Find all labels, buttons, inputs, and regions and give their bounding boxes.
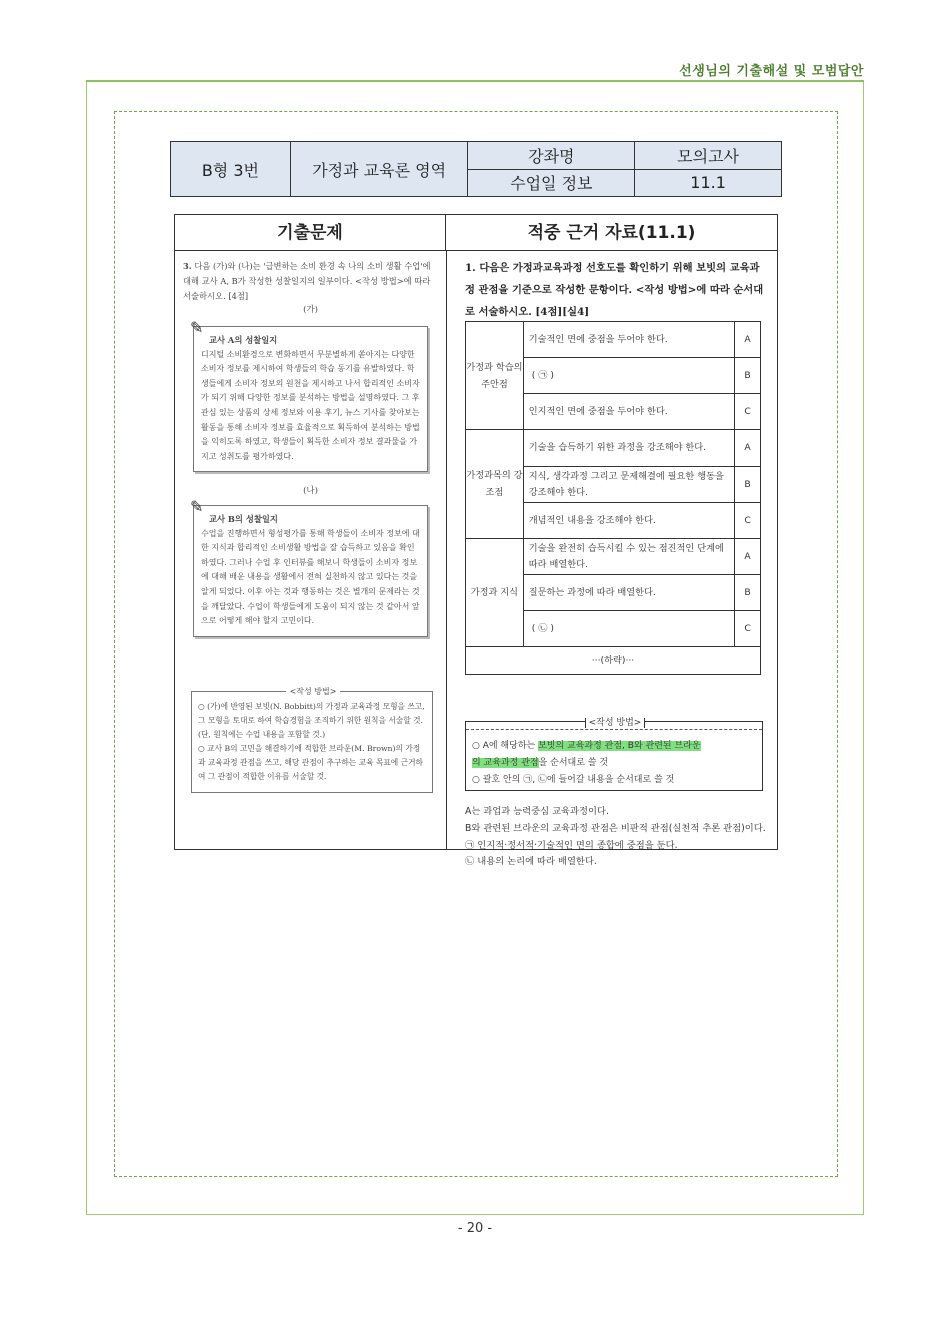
model-answers	[465, 804, 769, 871]
writing-method-box	[191, 687, 433, 793]
course-label: 강좌명	[468, 142, 635, 170]
grid-cell-letter: A	[735, 430, 761, 467]
teacher-a-log-text: 디지털 소비환경으로 변화하면서 무분별하게 쏟아지는 다양한 소비자 정보를 제시하여 학생들의 학습 동기를 유발하였다. 학생들에게 소비자 정보의 원천을 제시하고 나서 합리적인 소비자가 되기 위해 다양한 정보를 분석하는 방법을 설명하였다. 그 후 관심 있는 상품의 상세 정보와 이용 후기, 뉴스 기사를 찾아보는 활동을 통해 소비자 정보를 효율적으로 획득하여 분석하는 방법을 익히도록 하였고, 학생들이 획득한 소비자 정보 결과물을 가지고 성취도를 평가하였다.	[201, 349, 420, 461]
question-text: 다음 (가)와 (나)는 '급변하는 소비 환경 속 나의 소비 생활 수업'에 대해 교사 A, B가 작성한 성찰일지의 일부이다. <작성 방법>에 따라 서술하시오. [4점]	[183, 261, 431, 301]
answer-line: ㉡ 내용의 논리에 따라 배열한다.	[465, 856, 597, 868]
teacher-a-log-title: 교사 A의 성찰일지	[209, 335, 278, 345]
reference-question: 1. 다음은 가정과교육과정 선호도를 확인하기 위해 보빗의 교육과정 관점을 기준으로 작성한 문항이다. <작성 방법>에 따라 순서대로 서술하시오. [4점][실4]	[465, 262, 764, 318]
grid-cell-letter: A	[735, 322, 761, 358]
reference-method-title: <작성 방법>	[585, 718, 646, 728]
page-number: - 20 -	[457, 1221, 493, 1236]
reference-method-1: ○ A에 해당하는 보빗의 교육과정 관점, B와 관련된 브라운 의 교육과정 관점을 순서대로 쓸 것	[472, 741, 701, 768]
grid-cell-letter: B	[735, 467, 761, 503]
comparison-table	[174, 214, 778, 868]
grid-cell-letter: B	[735, 358, 761, 394]
highlight: 의 교육과정 관점	[472, 758, 539, 768]
question-number: 3.	[183, 261, 192, 271]
date-label: 수업일 정보	[468, 169, 635, 197]
writing-method-2: ○ 교사 B의 고민을 해결하기에 적합한 브라운(M. Brown)의 가정과 교육과정 관점을 쓰고, 해당 관점이 추구하는 교육 목표에 근거하여 그 관점이 적합한 이유를 서술할 것.	[198, 744, 423, 781]
answer-line: A는 과업과 능력중심 교육과정이다.	[465, 806, 609, 817]
answer-line: B와 관련된 브라운의 교육과정 관점은 비판적 관점(실천적 추론 관점)이다.	[465, 822, 766, 834]
grid-cell-letter: A	[735, 539, 761, 575]
reference-panel	[447, 251, 777, 868]
group-category: 가정과 지식	[466, 539, 524, 647]
group-category: 가정과 학습의 주안점	[466, 322, 524, 430]
type-number: B형 3번	[171, 142, 291, 197]
grid-footer: ···(하략)···	[466, 647, 761, 675]
grid-cell-text: 기술적인 면에 중점을 두어야 한다.	[523, 322, 734, 358]
table-header	[175, 215, 777, 251]
left-header: 기출문제	[175, 215, 446, 251]
grid-cell-text: 개념적인 내용을 강조해야 한다.	[523, 503, 734, 539]
date-value: 11.1	[635, 169, 782, 197]
teacher-b-log-title: 교사 B의 성찰일지	[209, 514, 278, 524]
exam-question	[183, 259, 437, 304]
pencil-icon: ✎	[190, 497, 204, 516]
grid-cell-text: 인지적인 면에 중점을 두어야 한다.	[523, 394, 734, 430]
writing-method-1: ○ (가)에 반영된 보빗(N. Bobbitt)의 가정과 교육과정 모형을 쓰고, 그 모형을 토대로 하여 학습경험을 조직하기 위한 원칙을 서술할 것. (단, 원칙에는 수업 내용을 포함할 것.)	[198, 702, 425, 739]
exam-question-panel	[175, 251, 446, 849]
grid-cell-text: 질문하는 과정에 따라 배열한다.	[523, 575, 734, 611]
header-title: 선생님의 기출해설 및 모범답안	[679, 64, 864, 79]
teacher-a-log	[190, 318, 428, 472]
group-category: 가정과목의 강조점	[466, 430, 524, 539]
grid-cell-text: 기술을 완전히 습득시킬 수 있는 점진적인 단계에 따라 배열한다.	[523, 539, 734, 575]
grid-cell-text: 지식, 생각과정 그리고 문제해결에 필요한 행동을 강조해야 한다.	[523, 467, 734, 503]
label-ga: (가)	[303, 305, 318, 315]
info-table	[170, 141, 782, 197]
grid-cell-letter: C	[735, 503, 761, 539]
grid-cell-blank-a: ( ㉠ )	[523, 358, 734, 394]
teacher-b-log	[190, 497, 428, 637]
answer-line: ㉠ 인지적·정서적·기술적인 면의 종합에 중점을 둔다.	[465, 839, 678, 851]
domain-label: 가정과 교육론 영역	[290, 142, 468, 197]
writing-method-title: <작성 방법>	[286, 687, 341, 696]
preference-grid	[465, 321, 761, 675]
grid-cell-letter: C	[735, 611, 761, 647]
right-header: 적중 근거 자료(11.1)	[527, 223, 696, 243]
teacher-b-log-text: 수업을 진행하면서 형성평가를 통해 학생들이 소비자 정보에 대한 지식과 합리적인 소비생활 방법을 잘 습득하고 있음을 확인하였다. 그러나 수업 후 인터뷰를 해보니 학생들이 소비자 정보에 대해 배운 내용을 생활에서 전혀 실천하지 않고 있다는 것을 알게 되었다. 이후 아는 것과 행동하는 것은 별개의 문제라는 것을 깨달았다. 수업이 학생들에게 도움이 되지 않는 것 같아서 앞으로 어떻게 해야 할지 고민이다.	[201, 528, 420, 626]
label-na: (나)	[303, 486, 318, 496]
grid-cell-text: 기술을 습득하기 위한 과정을 강조해야 한다.	[523, 430, 734, 467]
grid-cell-blank-b: ( ㉡ )	[523, 611, 734, 647]
reference-writing-method	[465, 718, 763, 791]
grid-cell-letter: C	[735, 394, 761, 430]
highlight: 보빗의 교육과정 관점, B와 관련된 브라운	[538, 741, 701, 751]
pencil-icon: ✎	[190, 318, 204, 337]
reference-method-2: ○ 괄호 안의 ㉠, ㉡에 들어갈 내용을 순서대로 쓸 것	[472, 775, 675, 785]
grid-cell-letter: B	[735, 575, 761, 611]
course-value: 모의고사	[635, 142, 782, 170]
